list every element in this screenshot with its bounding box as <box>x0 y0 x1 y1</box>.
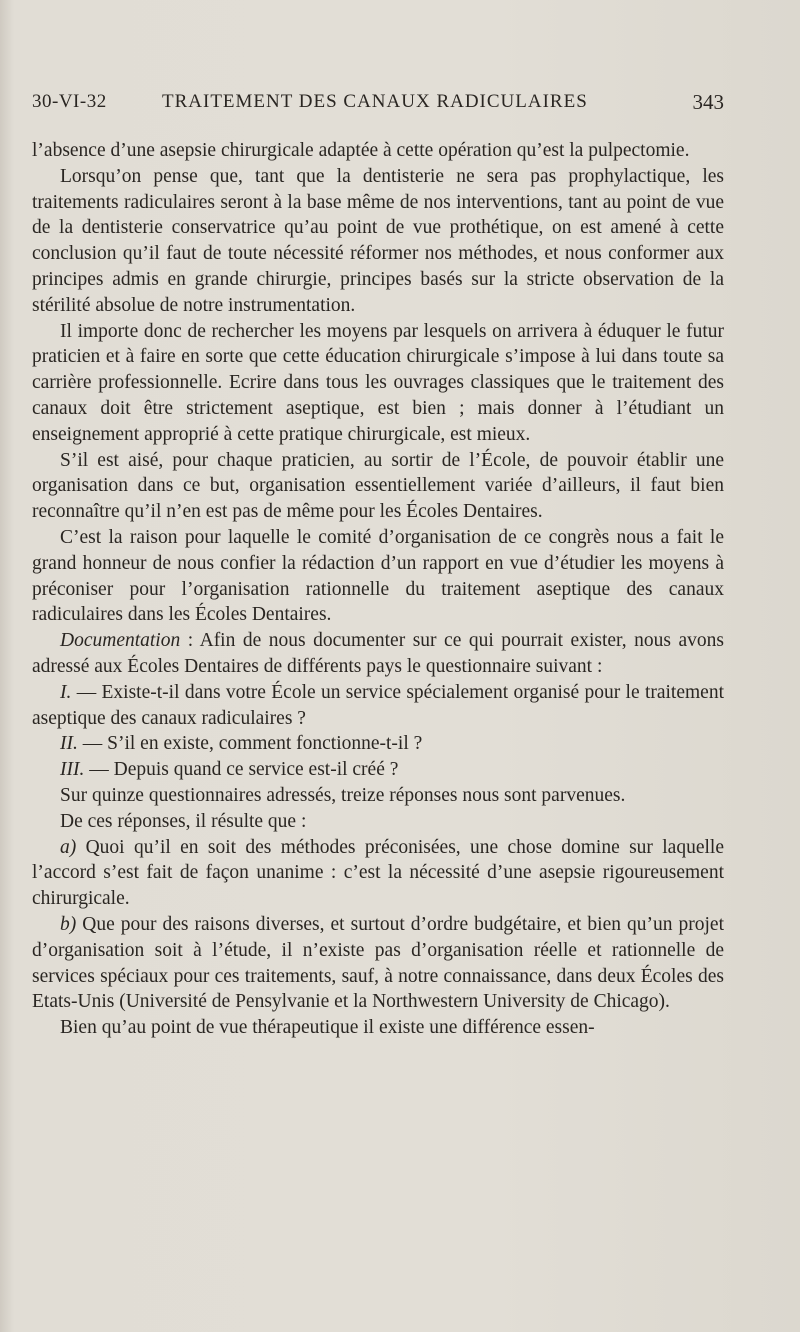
paragraph: l’absence d’une asepsie chirurgicale adaptée à cette opération qu’est la pulpectomie. <box>32 140 690 161</box>
paragraph: Bien qu’au point de vue thérapeutique il existe une différence essen- <box>60 1017 595 1039</box>
documentation-label: Documentation <box>60 630 181 652</box>
list-text: Quoi qu’il en soit des méthodes préconisées, une chose domine sur laquelle l’accord s’est fait de façon unanime : c’est la nécessité d’une asepsie rigoureusement chirurgicale. <box>32 836 724 910</box>
body-text <box>32 138 724 1041</box>
paragraph: S’il est aisé, pour chaque praticien, au sortir de l’École, de pouvoir établir une organisation dans ce but, organisation essentiellement variée d’ailleurs, il faut bien reconnaître qu’il n’en est pas de même pour les Écoles Dentaires. <box>32 449 724 523</box>
question-text: — Existe-t-il dans votre École un service spécialement organisé pour le traitement aseptique des canaux radiculaires ? <box>32 681 724 729</box>
question-text: — Depuis quand ce service est-il créé ? <box>84 759 399 781</box>
paragraph: Lorsqu’on pense que, tant que la dentisterie ne sera pas prophylactique, les traitements radiculaires seront à la base même de nos interventions, tant au point de vue de la dentisterie conservatrice qu’au point de vue prothétique, on est amené à cette conclusion qu’il faut de toute nécessité réformer nos méthodes, et nous conformer aux principes admis en grande chirurgie, principes basés sur la stricte observation de la stérilité absolue de notre instrumentation. <box>32 165 724 316</box>
question-text: — S’il en existe, comment fonctionne-t-il ? <box>77 733 423 755</box>
question-item <box>32 731 724 757</box>
list-label: a) <box>60 836 77 858</box>
paragraph: De ces réponses, il résulte que : <box>60 810 307 832</box>
header-title: TRAITEMENT DES CANAUX RADICULAIRES <box>162 91 588 112</box>
list-item-a <box>32 835 724 912</box>
question-item <box>32 757 724 783</box>
question-number: I. <box>60 681 72 703</box>
paragraph: C’est la raison pour laquelle le comité d’organisation de ce congrès nous a fait le grand honneur de nous confier la rédaction d’un rapport en vue d’étudier les moyens à préconiser pour l’organisation rationnelle du traitement aseptique des canaux radiculaires dans les Écoles Dentaires. <box>32 526 724 626</box>
page-number: 343 <box>692 90 724 114</box>
list-item-b <box>32 912 724 1015</box>
header-date: 30-VI-32 <box>32 91 107 112</box>
question-number: II. <box>60 733 78 755</box>
question-number: III. <box>60 759 85 781</box>
paragraph-text: : Afin de nous documenter sur ce qui pourrait exister, nous avons adressé aux Écoles Dentaires de différents pays le questionnaire suivant : <box>32 630 724 677</box>
paragraph-documentation <box>32 628 724 680</box>
list-label: b) <box>60 913 77 935</box>
question-item <box>32 680 724 732</box>
list-text: Que pour des raisons diverses, et surtout d’ordre budgétaire, et bien qu’un projet d’organisation soit à l’étude, il n’existe pas d’organisation réelle et rationnelle de services spéciaux pour ces traitements, sauf, à notre connaissance, dans deux Écoles des Etats-Unis (Université de Pensylvanie et la Northwestern University de Chicago). <box>32 913 724 1013</box>
paragraph: Sur quinze questionnaires adressés, treize réponses nous sont parvenues. <box>60 784 626 806</box>
paragraph: Il importe donc de rechercher les moyens par lesquels on arrivera à éduquer le futur praticien et à faire en sorte que cette éducation chirurgicale s’impose à lui dans toute sa carrière professionnelle. Ecrire dans tous les ouvrages classiques que le traitement des canaux doit être strictement aseptique, est bien ; mais donner à l’étudiant un enseignement approprié à cette pratique chirurgicale, est mieux. <box>32 320 724 445</box>
